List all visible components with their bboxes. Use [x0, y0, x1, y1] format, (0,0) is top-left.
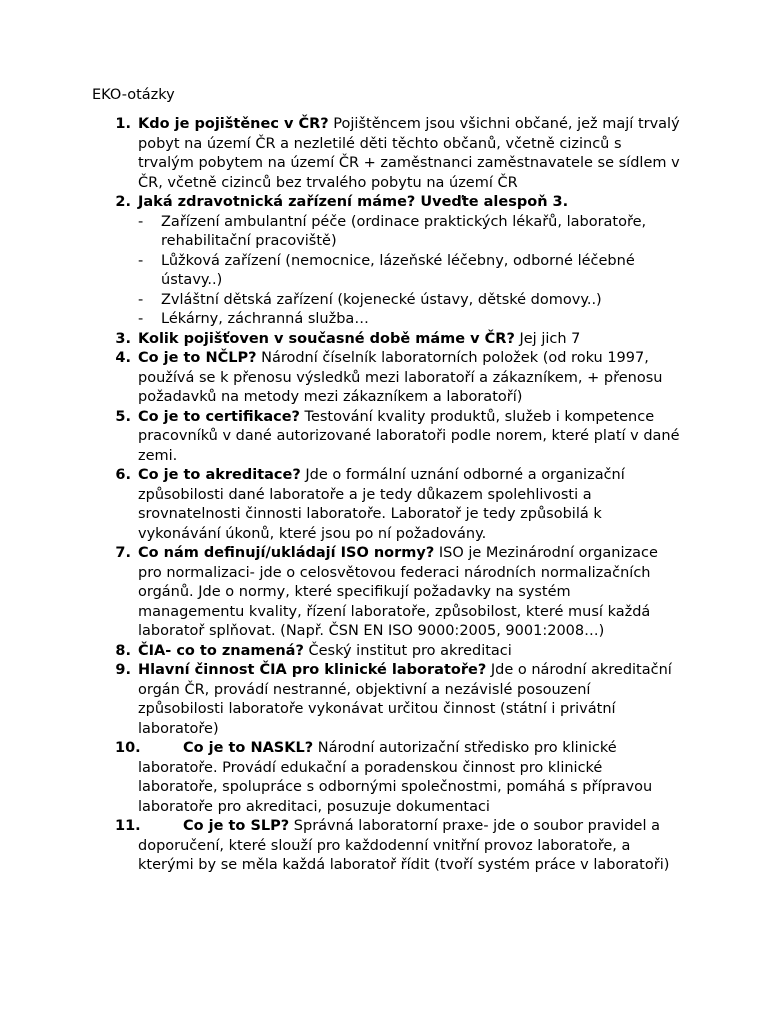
question-item [0, 544, 768, 642]
question-body [138, 739, 680, 817]
question-body [138, 466, 680, 544]
answer-text: Testování kvality produktů, služeb i kompetence pracovníků v dané autorizované laboratoři podle norem, které platí v dané zemi. [138, 408, 680, 464]
question-body [138, 544, 680, 642]
question-body [138, 642, 680, 662]
question-number: 3. [115, 330, 131, 347]
question-number: 10. [115, 740, 141, 756]
answer-text: ISO je Mezinárodní organizace pro normalizaci- jde o celosvětovou federaci národních normalizačních orgánů. Jde o normy, které specifikují požadavky na systém managementu kvality, řízení laboratoře, způsobilost, které musí každá laboratoř splňovat. (Např. ČSN EN ISO 9000:2005, 9001:2008…) [138, 545, 658, 639]
question-body [138, 349, 680, 408]
answer-subitem-text: Zařízení ambulantní péče (ordinace praktických lékařů, laboratoře, rehabilitační pracoviště) [161, 213, 647, 249]
answer-text: Pojištěncem jsou všichni občané, jež mají trvalý pobyt na území ČR a nezletilé děti těchto občanů, včetně cizinců s trvalým pobytem na území ČR + zaměstnanci zaměstnavatele se sídlem v ČR, včetně cizinců bez trvalého pobytu na území ČR [138, 116, 680, 191]
dash-bullet-icon: - [138, 213, 144, 230]
question-item [0, 115, 768, 193]
question-number: 5. [115, 408, 131, 425]
question-item [0, 349, 768, 408]
question-number: 11. [115, 818, 141, 834]
answer-subitem-text: Lůžková zařízení (nemocnice, lázeňské léčebny, odborné léčebné ústavy..) [161, 252, 635, 288]
question-body [138, 193, 680, 213]
dash-bullet-icon: - [138, 291, 144, 308]
question-number: 9. [115, 662, 131, 678]
question-text: Kolik pojišťoven v současné době máme v ČR? [138, 330, 515, 347]
question-number: 7. [115, 545, 131, 561]
answer-sublist [138, 213, 680, 330]
question-item [0, 330, 768, 350]
question-text: Jaká zdravotnická zařízení máme? Uveďte alespoň 3. [138, 194, 569, 210]
question-text: Kdo je pojištěnec v ČR? [138, 116, 329, 132]
question-item [0, 661, 768, 739]
answer-subitem [138, 213, 680, 252]
answer-subitem [138, 252, 680, 291]
question-text: Co je to certifikace? [138, 408, 300, 425]
question-body [138, 330, 680, 350]
dash-bullet-icon: - [138, 311, 144, 327]
question-item [0, 739, 768, 817]
answer-subitem-text: Lékárny, záchranná služba… [161, 311, 369, 327]
question-item [0, 408, 768, 467]
question-text: Co je to SLP? [183, 818, 290, 834]
answer-text: Národní číselník laboratorních položek (od roku 1997, používá se k přenosu výsledků mezi laboratoří a zákazníkem, + přenosu požadavků na metody mezi zákazníkem a laboratoří) [138, 350, 663, 405]
question-body [138, 408, 680, 467]
answer-text: Jde o národní akreditační orgán ČR, provádí nestranné, objektivní a nezávislé posouzení způsobilosti laboratoře vykonávat určitou činnost (státní i privátní laboratoře) [138, 662, 672, 737]
question-item [0, 193, 768, 330]
question-text: Hlavní činnost ČIA pro klinické laboratoře? [138, 662, 487, 678]
question-number: 6. [115, 467, 131, 483]
answer-text: Jde o formální uznání odborné a organizační způsobilosti dané laboratoře a je tedy důkazem spolehlivosti a srovnatelnosti činnosti laboratoře. Laboratoř je tedy způsobilá k vykonávání úkonů, které jsou po ní požadovány. [138, 467, 625, 542]
question-body [138, 817, 680, 876]
question-item [0, 817, 768, 876]
dash-bullet-icon: - [138, 252, 144, 269]
answer-subitem [138, 310, 680, 330]
answer-text: Národní autorizační středisko pro klinické laboratoře. Provádí edukační a poradenskou činnost pro klinické laboratoře, spolupráce s odbornými společnostmi, pomáhá s přípravou laboratoře pro akreditaci, posuzuje dokumentaci [138, 740, 653, 815]
question-text: Co je to NČLP? [138, 350, 257, 366]
question-item [0, 466, 768, 544]
answer-subitem [138, 291, 680, 311]
document-title: EKO-otázky [92, 87, 175, 103]
question-item [0, 642, 768, 662]
question-text: ČIA- co to znamená? [138, 642, 304, 659]
question-number: 1. [115, 116, 131, 132]
question-number: 4. [115, 350, 131, 366]
answer-text: Jej jich 7 [514, 330, 581, 347]
question-number: 2. [115, 194, 131, 210]
question-number: 8. [115, 642, 131, 659]
answer-text: Český institut pro akreditaci [303, 642, 512, 659]
question-body [138, 661, 680, 739]
answer-text: Správná laboratorní praxe- jde o soubor pravidel a doporučení, které slouží pro každodenní vnitřní provoz laboratoře, a kterými by se měla každá laboratoř řídit (tvoří systém práce v laboratoři) [138, 818, 670, 873]
question-body [138, 115, 680, 193]
answer-subitem-text: Zvláštní dětská zařízení (kojenecké ústavy, dětské domovy..) [161, 291, 602, 308]
question-list [0, 115, 768, 876]
question-text: Co je to NASKL? [183, 740, 314, 756]
question-text: Co je to akreditace? [138, 467, 301, 483]
question-text: Co nám definují/ukládají ISO normy? [138, 545, 435, 561]
